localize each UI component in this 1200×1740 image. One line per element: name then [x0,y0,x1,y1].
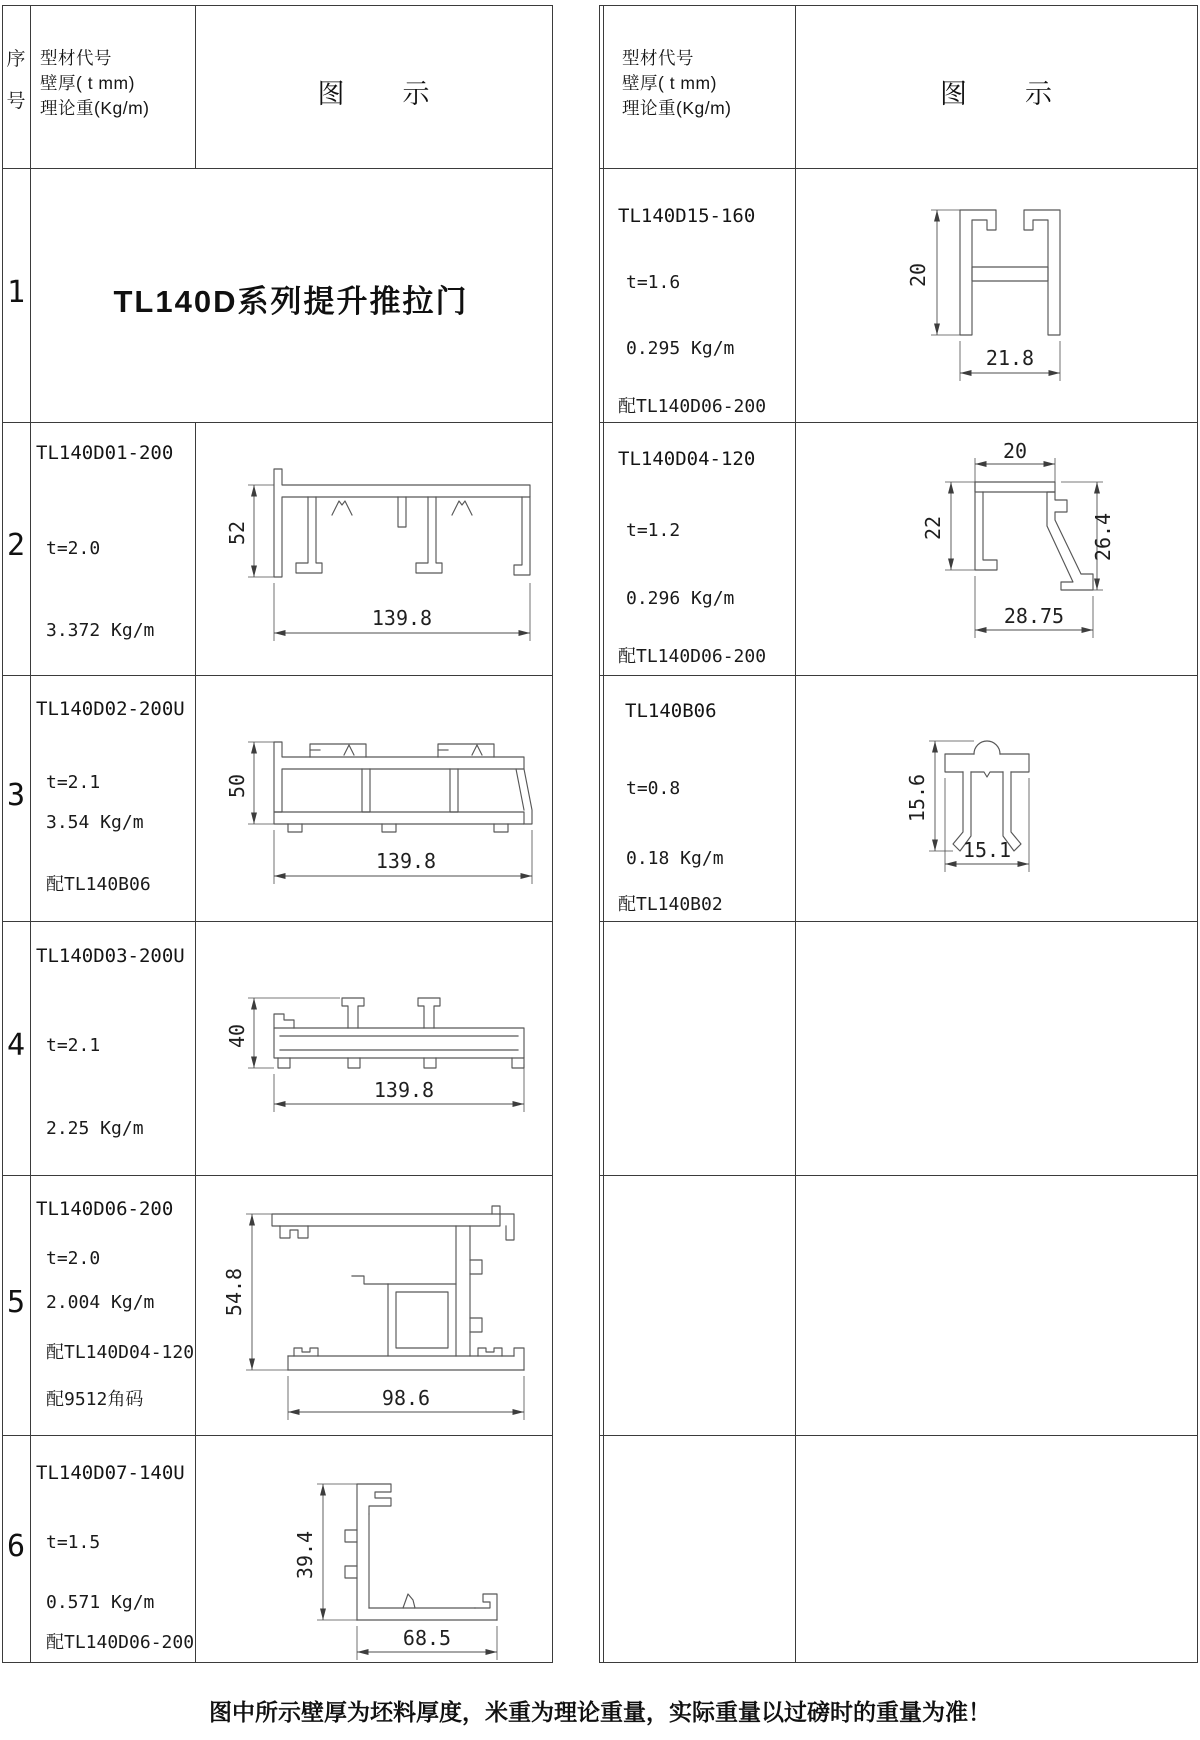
profile-weight: 0.296 Kg/m [626,588,735,609]
dimensions [293,1484,497,1660]
profile-thickness: t=2.0 [46,1248,101,1269]
row-number-4: 4 [6,1028,26,1063]
grid-line [795,5,796,1663]
drawing-tl140d04 [885,439,1115,672]
header-seq-char-2: 号 [6,91,26,112]
profile-thickness: t=2.1 [46,1035,101,1056]
dim-label-top: 20 [1002,439,1028,463]
dimensions [921,439,1115,638]
profile-thickness: t=1.2 [626,520,681,541]
drawing-tl140b06 [905,732,1075,882]
header-spec-line3-right: 理论重(Kg/m) [622,98,732,118]
grid-line [2,168,552,169]
profile-match: 配TL140B06 [46,874,151,895]
header-diagram-left [195,72,552,111]
header-spec-line1: 型材代号 [40,48,112,68]
dim-label-height: 15.6 [905,773,929,823]
profile-code: TL140D01-200 [36,442,174,464]
profile-weight: 3.372 Kg/m [46,620,155,641]
profile-match: 配TL140D06-200 [618,396,767,417]
dim-label-width: 139.8 [373,1078,435,1102]
profile-outline [345,1484,497,1620]
grid-line [599,5,1197,6]
grid-line [2,1435,552,1436]
profile-weight: 0.571 Kg/m [46,1592,155,1613]
row-number-5: 5 [6,1285,26,1320]
profile-outline [274,469,530,577]
profile-weight: 3.54 Kg/m [46,812,144,833]
profile-weight: 0.295 Kg/m [626,338,735,359]
profile-code: TL140D07-140U [36,1462,185,1484]
dim-label-height: 20 [906,262,930,288]
header-spec-line3: 理论重(Kg/m) [40,98,150,118]
header-diagram-char: 图 [317,79,345,109]
header-diagram-char: 示 [402,79,430,109]
profile-code: TL140D06-200 [36,1198,174,1220]
drawing-tl140d06 [222,1200,548,1428]
profile-thickness: t=2.0 [46,538,101,559]
grid-line [2,675,552,676]
row-number-6: 6 [6,1529,26,1564]
grid-line [603,5,604,1663]
header-spec-line2: 壁厚( t mm) [40,73,135,93]
header-seq-char-1: 序 [6,49,26,70]
dim-label-width: 68.5 [402,1626,452,1650]
dimensions [905,741,1029,872]
profile-code: TL140D04-120 [618,448,756,470]
grid-line [599,1175,1197,1176]
dimensions [222,1214,524,1420]
grid-line [552,5,553,1663]
footer-note: 图中所示壁厚为坯料厚度，米重为理论重量，实际重量以过磅时的重量为准！ [209,1699,991,1725]
drawing-tl140d03 [225,980,547,1120]
grid-line [599,921,1197,922]
dim-label-bottom: 28.75 [1003,604,1065,628]
row-number-1: 1 [6,275,26,310]
header-diagram-char: 图 [940,79,967,109]
grid-line [30,5,31,1663]
dim-label-width: 98.6 [381,1386,431,1410]
grid-line [599,1435,1197,1436]
drawing-tl140d02 [225,728,547,900]
profile-match: 配TL140D06-200 [46,1632,195,1653]
profile-outline [274,998,524,1068]
profile-weight: 0.18 Kg/m [626,848,724,869]
profile-thickness: t=2.1 [46,772,101,793]
grid-line [599,675,1197,676]
header-diagram-right [795,72,1197,111]
grid-line [599,168,1197,169]
dimensions [906,210,1060,381]
grid-line [2,422,552,423]
dim-label-width: 139.8 [371,606,433,630]
profile-outline [975,482,1093,590]
profile-code: TL140D02-200U [36,698,185,720]
row-number-3: 3 [6,778,26,813]
profile-outline [945,741,1029,851]
profile-weight: 2.25 Kg/m [46,1118,144,1139]
dimensions [225,485,530,641]
profile-thickness: t=1.5 [46,1532,101,1553]
profile-code: TL140B06 [625,700,717,722]
dim-label-height: 50 [225,773,249,799]
grid-line [195,422,196,1663]
profile-match: 配9512角码 [46,1389,144,1410]
dimensions [225,998,524,1112]
dim-label-height: 54.8 [222,1267,246,1317]
drawing-tl140d07 [265,1470,515,1665]
grid-line [2,921,552,922]
profile-outline [960,210,1060,335]
dim-label-height: 40 [225,1023,249,1049]
grid-line [2,1175,552,1176]
dim-label-left: 22 [921,515,945,541]
header-spec-line1-right: 型材代号 [622,48,694,68]
profile-match: 配TL140D04-120 [46,1342,195,1363]
profile-outline [272,1206,524,1370]
header-spec-line2-right: 壁厚( t mm) [622,73,717,93]
dimensions [225,742,532,884]
grid-line [2,5,552,6]
profile-thickness: t=1.6 [626,272,681,293]
drawing-tl140d15 [875,195,1115,400]
series-title: TL140D系列提升推拉门 [113,284,469,319]
grid-line [599,5,600,1663]
row-number-2: 2 [6,528,26,563]
dim-label-height: 52 [225,520,249,546]
dim-label-width: 139.8 [375,849,437,873]
grid-line [599,1662,1197,1663]
profile-code: TL140D03-200U [36,945,185,967]
profile-match: 配TL140D06-200 [618,646,767,667]
profile-thickness: t=0.8 [626,778,681,799]
profile-outline [274,742,532,832]
dim-label-right: 26.4 [1091,512,1115,562]
profile-match: 配TL140B02 [618,894,723,915]
dim-label-width: 15.1 [962,838,1012,862]
dim-label-width: 21.8 [985,346,1035,370]
profile-code: TL140D15-160 [618,205,756,227]
grid-line [1197,5,1198,1663]
header-diagram-char: 示 [1025,79,1052,109]
profile-weight: 2.004 Kg/m [46,1292,155,1313]
dim-label-height: 39.4 [293,1530,317,1580]
grid-line [599,422,1197,423]
drawing-tl140d01 [225,455,547,660]
grid-line [2,5,3,1663]
